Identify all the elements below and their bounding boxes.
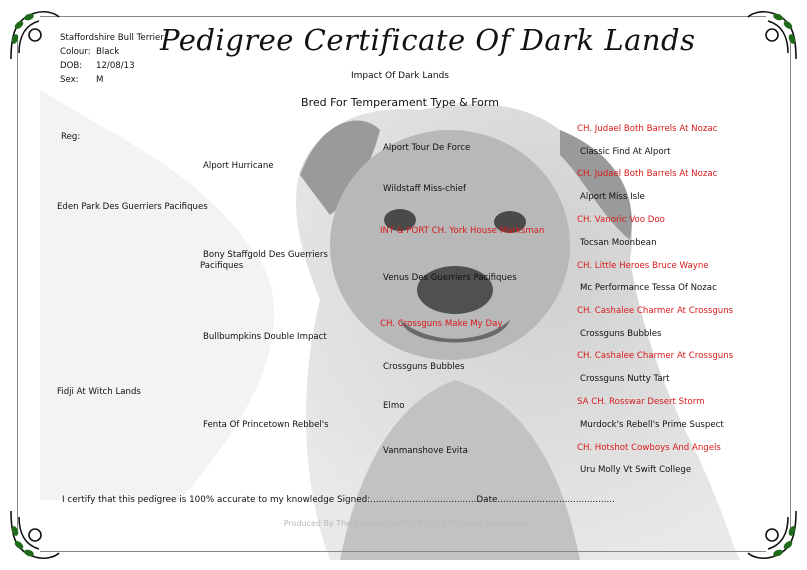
produced-by-note: Produced By The CompanionXP V4 2012 For Alain Bonnardel (283, 519, 527, 528)
great-grandparent: Crossguns Bubbles (383, 362, 465, 372)
gg-grandparent: Classic Find At Alport (580, 147, 671, 157)
colour-label: Colour: (60, 47, 91, 57)
sex-value: M (96, 75, 104, 85)
gg-grandparent: Crossguns Nutty Tart (580, 374, 670, 384)
reg-label: Reg: (61, 132, 81, 142)
border-right (790, 40, 791, 530)
gg-grandparent: Uru Molly Vt Swift College (580, 465, 692, 475)
great-grandparent: Venus Des Guerriers Pacifiques (383, 273, 517, 283)
corner-ornament-bottom-right (742, 505, 802, 565)
gg-grandparent: Alport Miss Isle (580, 192, 645, 202)
breeding-tagline: Bred For Temperament Type & Form (301, 96, 499, 109)
dob-label: DOB: (60, 61, 83, 71)
dob-value: 12/08/13 (96, 61, 135, 71)
gg-grandparent: Crossguns Bubbles (580, 329, 662, 339)
dog-name-subtitle: Impact Of Dark Lands (351, 71, 449, 81)
corner-ornament-top-left (5, 5, 65, 65)
gg-grandparent-champion: SA CH. Rosswar Desert Storm (577, 397, 705, 407)
sire: Eden Park Des Guerriers Pacifiques (57, 202, 208, 212)
gg-grandparent-champion: CH. Vanoric Voo Doo (577, 215, 665, 225)
gg-grandparent-champion: CH. Cashalee Charmer At Crossguns (577, 351, 734, 361)
gg-grandparent-champion: CH. Little Heroes Bruce Wayne (577, 261, 709, 271)
breed-text: Staffordshire Bull Terrier (60, 33, 164, 43)
border-top (40, 16, 766, 17)
great-grandparent: Vanmanshove Evita (383, 446, 468, 456)
gg-grandparent-champion: CH. Hotshot Cowboys And Angels (577, 443, 721, 453)
grandparent: Alport Hurricane (203, 161, 274, 171)
gg-grandparent: Tocsan Moonbean (580, 238, 657, 248)
gg-grandparent-champion: CH. Cashalee Charmer At Crossguns (577, 306, 734, 316)
grandparent-continued: Pacifiques (200, 261, 244, 271)
border-bottom (40, 551, 766, 552)
great-grandparent: Alport Tour De Force (383, 143, 471, 153)
great-grandparent-champion: INT & PORT CH. York House Marksman (380, 226, 545, 236)
great-grandparent: Wildstaff Miss-chief (383, 184, 467, 194)
grandparent: Fenta Of Princetown Rebbel's (203, 420, 329, 430)
great-grandparent-champion: CH. Crossguns Make My Day (380, 319, 503, 329)
certificate-title: Pedigree Certificate Of Dark Lands (160, 23, 696, 57)
colour-value: Black (96, 47, 120, 57)
grandparent: Bullbumpkins Double Impact (203, 332, 327, 342)
dam: Fidji At Witch Lands (57, 387, 141, 397)
grandparent: Bony Staffgold Des Guerriers (203, 250, 328, 260)
gg-grandparent-champion: CH. Judael Both Barrels At Nozac (577, 169, 718, 179)
gg-grandparent: Murdock's Rebell's Prime Suspect (580, 420, 724, 430)
great-grandparent: Elmo (383, 401, 405, 411)
corner-ornament-bottom-left (5, 505, 65, 565)
corner-ornament-top-right (742, 5, 802, 65)
border-left (17, 40, 18, 530)
certification-statement: I certify that this pedigree is 100% accurate to my knowledge Signed:......................................Date.......................................... (62, 495, 615, 505)
sex-label: Sex: (60, 75, 79, 85)
gg-grandparent: Mc Performance Tessa Of Nozac (580, 283, 717, 293)
gg-grandparent-champion: CH. Judael Both Barrels At Nozac (577, 124, 718, 134)
